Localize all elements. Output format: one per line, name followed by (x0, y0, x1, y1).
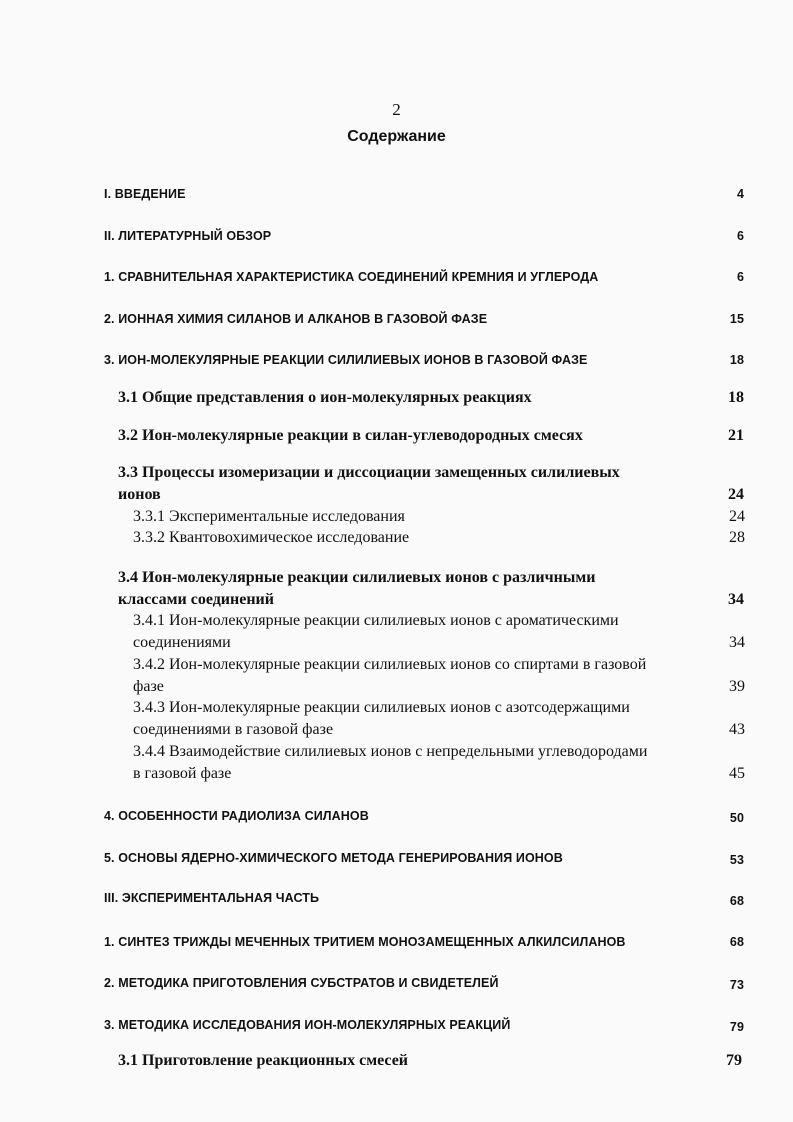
toc-entry-section-3 (104, 353, 744, 373)
toc-entry-label-line2: фазе (133, 678, 164, 695)
toc-entry-label: 3. МЕТОДИКА ИССЛЕДОВАНИЯ ИОН-МОЛЕКУЛЯРНЫХ РЕАКЦИЙ (104, 1018, 511, 1032)
toc-entry-label-line1: 3.4.4 Взаимодействие силилиевых ионов с непредельными углеводородами (133, 743, 648, 760)
toc-entry-page: 73 (729, 978, 744, 992)
toc-entry-section-3-4-1 (133, 612, 745, 656)
toc-entry-label: 3.1 Общие представления о ион-молекулярных реакциях (118, 389, 532, 406)
toc-entry-label: 3. ИОН-МОЛЕКУЛЯРНЫЕ РЕАКЦИИ СИЛИЛИЕВЫХ ИОНОВ В ГАЗОВОЙ ФАЗЕ (104, 353, 588, 367)
toc-entry-experimental-part (104, 891, 744, 911)
toc-entry-label: 2. ИОННАЯ ХИМИЯ СИЛАНОВ И АЛКАНОВ В ГАЗОВОЙ ФАЗЕ (104, 312, 488, 326)
toc-entry-page: 6 (736, 229, 744, 243)
toc-entry-label-line2: ионов (118, 486, 161, 503)
toc-entry-label-line1: 3.4.3 Ион-молекулярные реакции силилиевых ионов с азотсодержащими (133, 699, 630, 716)
toc-entry-label-line2: классами соединений (118, 591, 274, 608)
toc-entry-page: 45 (729, 765, 745, 782)
toc-entry-page: 50 (729, 811, 744, 825)
toc-entry-page: 68 (729, 894, 744, 908)
toc-entry-exp-section-1 (104, 935, 744, 955)
toc-entry-page: 53 (729, 853, 744, 867)
toc-entry-page: 4 (736, 187, 744, 201)
toc-entry-label-line1: 3.4.1 Ион-молекулярные реакции силилиевых ионов с ароматическими (133, 612, 619, 629)
toc-entry-introduction (104, 187, 744, 207)
toc-entry-page: 34 (728, 591, 744, 608)
toc-entry-section-3-3 (118, 464, 744, 508)
page-title: Содержание (347, 128, 446, 145)
toc-entry-page: 24 (728, 486, 744, 503)
toc-entry-exp-section-3 (104, 1018, 744, 1038)
toc-entry-section-3-4-3 (133, 699, 745, 743)
toc-entry-page: 24 (729, 508, 745, 525)
toc-entry-label-line1: 3.3 Процессы изомеризации и диссоциации замещенных силилиевых (118, 464, 620, 481)
toc-entry-section-4 (104, 809, 744, 829)
toc-entry-label: II. ЛИТЕРАТУРНЫЙ ОБЗОР (104, 229, 272, 243)
toc-entry-page: 79 (726, 1052, 742, 1069)
toc-entry-section-3-4-2 (133, 656, 745, 700)
toc-entry-page: 18 (729, 353, 744, 367)
toc-entry-label: 3.1 Приготовление реакционных смесей (118, 1052, 409, 1069)
toc-entry-literature-review (104, 229, 744, 249)
toc-entry-page: 21 (728, 427, 744, 444)
page-number: 2 (392, 100, 401, 119)
toc-entry-label: 2. МЕТОДИКА ПРИГОТОВЛЕНИЯ СУБСТРАТОВ И СВИДЕТЕЛЕЙ (104, 976, 499, 990)
toc-entry-section-3-2 (118, 427, 744, 449)
toc-entry-section-3-3-1 (133, 508, 745, 529)
toc-entry-exp-section-2 (104, 976, 744, 996)
toc-entry-label-line2: соединениями (133, 634, 231, 651)
toc-entry-section-3-1 (118, 389, 744, 411)
toc-entry-label: III. ЭКСПЕРИМЕНТАЛЬНАЯ ЧАСТЬ (104, 891, 320, 905)
toc-entry-label-line2: в газовой фазе (133, 765, 232, 782)
toc-entry-page: 6 (736, 270, 744, 284)
toc-entry-section-3-4-4 (133, 743, 745, 787)
toc-entry-label-line1: 3.4 Ион-молекулярные реакции силилиевых ионов с различными (118, 569, 596, 586)
toc-entry-page: 28 (729, 529, 745, 546)
toc-entry-page: 68 (729, 935, 744, 949)
toc-entry-label: 3.2 Ион-молекулярные реакции в силан-углеводородных смесях (118, 427, 583, 444)
toc-entry-label-line2: соединениями в газовой фазе (133, 721, 334, 738)
toc-entry-section-3-3-2 (133, 529, 745, 550)
toc-entry-label: 4. ОСОБЕННОСТИ РАДИОЛИЗА СИЛАНОВ (104, 809, 369, 823)
toc-entry-section-3-4 (118, 569, 744, 613)
toc-entry-page: 34 (729, 634, 745, 651)
toc-entry-label: 3.3.1 Экспериментальные исследования (133, 508, 405, 525)
toc-entry-section-2 (104, 312, 744, 332)
toc-entry-label: 3.3.2 Квантовохимическое исследование (133, 529, 410, 546)
toc-entry-page: 79 (729, 1020, 744, 1034)
toc-entry-label: 5. ОСНОВЫ ЯДЕРНО-ХИМИЧЕСКОГО МЕТОДА ГЕНЕРИРОВАНИЯ ИОНОВ (104, 851, 563, 865)
toc-entry-page: 15 (729, 312, 744, 326)
toc-entry-page: 43 (729, 721, 745, 738)
toc-entry-label: I. ВВЕДЕНИЕ (104, 187, 186, 201)
toc-entry-exp-section-3-1 (118, 1052, 744, 1074)
toc-entry-page: 39 (729, 678, 745, 695)
toc-entry-label: 1. СИНТЕЗ ТРИЖДЫ МЕЧЕННЫХ ТРИТИЕМ МОНОЗАМЕЩЕННЫХ АЛКИЛСИЛАНОВ (104, 935, 626, 949)
toc-entry-page: 18 (728, 389, 744, 406)
toc-entry-section-1 (104, 270, 744, 290)
toc-entry-section-5 (104, 851, 744, 871)
toc-entry-label: 1. СРАВНИТЕЛЬНАЯ ХАРАКТЕРИСТИКА СОЕДИНЕНИЙ КРЕМНИЯ И УГЛЕРОДА (104, 270, 599, 284)
toc-entry-label-line1: 3.4.2 Ион-молекулярные реакции силилиевых ионов со спиртами в газовой (133, 656, 647, 673)
